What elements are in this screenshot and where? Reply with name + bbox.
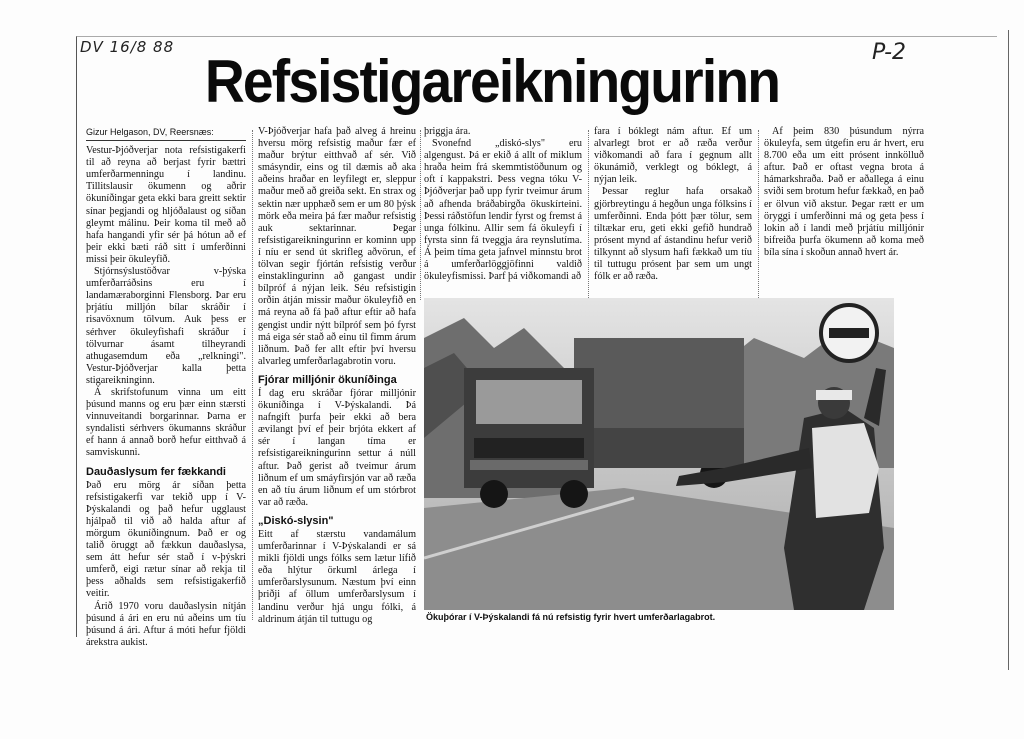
paragraph: Árið 1970 voru dauðaslysin nítján þúsund á ári en eru nú aðeins um tíu þúsund á ári. Aftur á móti hefur fjöldi árekstra aukist. bbox=[86, 600, 246, 648]
column-divider bbox=[420, 130, 422, 300]
handwritten-page-note: P-2 bbox=[872, 40, 906, 65]
column-divider bbox=[252, 130, 254, 620]
photo-caption: Ökuþórar í V-Þýskalandi fá nú refsistig fyrir hvert umferðarlagabrot. bbox=[426, 612, 716, 622]
article-column-5 bbox=[764, 126, 924, 259]
paragraph: V-Þjóðverjar hafa það alveg á hreinu hversu mörg refsistig maður fær ef maður brýtur eitthvað af sér. Við smásyndir, eins og til dæmis að aka aðeins hraðar en leyfilegt er, sleppur maður með að greiða sekt. En strax og sektin nær upphæð sem er um 80 þýsk mörk eða meira þá fær maður refsistig auk sektarinnar. Þegar refsistigareikningurinn er kominn upp í níu er send út skrifleg aðvörun, ef tölvan segir fjórtán refsistig verður einstaklingurinn að gangast undir bílpróf á nýjan leik. Séu refsistigin orðin átján missir maður ökuleyfið en má reyna að fá það aftur eftir að hafa gengist undir nýtt bílpróf sem þó fyrst má eiga sér stað að einu til fimm árum liðnum. Það fer allt eftir því hversu alvarleg umferðarlagabrotin voru. bbox=[258, 126, 416, 367]
article-column-2 bbox=[258, 126, 416, 626]
byline: Gizur Helgason, DV, Reersnæs: bbox=[86, 126, 246, 141]
paragraph: þriggja ára. bbox=[424, 126, 471, 137]
column-divider bbox=[588, 130, 590, 300]
paragraph: Vestur-Þjóðverjar nota refsistigakerfi til að reyna að berjast fyrir bættri umferðarmenningu í landinu. Tillitslausir ökumenn og aðrir ökuníðingar geta ekki bara greitt sektir sínar þegjandi og hljóðalaust og síðan gleymt málinu. Þeir koma til með að hafa hangandi yfir sér þá hótun að ef þeir ekki bæti ráð sitt í umferðinni missi þeir ökuleyfið. bbox=[86, 145, 246, 265]
handwritten-date-note: DV 16/8 88 bbox=[80, 38, 175, 56]
paragraph: Þessar reglur hafa orsakað gjörbreytingu á hegðun unga fólksins í umferðinni. Enda þótt þær tölur, sem tiltækar eru, geti ekki gefið hundrað prósent mynd af ástandinu hefur verið tilkynnt að slysum hafi fækkað um tíu til tuttugu prósent þar sem um ungt fólk er að ræða. bbox=[594, 186, 752, 283]
paragraph: Stjórnsýslustöðvar v-þýska umferðarráðsins eru í landamæraborginni Flensborg. Þar eru þrjátíu milljón bílar skráðir í risavöxnum tölvum. Auk þess er sérhver ökuleyfishafi skráður í tölvurnar ásamt tilheyrandi athugasemdum eða „relkningi". Vestur-Þjóðverjar kalla þetta stigareikninginn. bbox=[86, 266, 246, 386]
paragraph: Af þeim 830 þúsundum nýrra ökuleyfa, sem útgefin eru ár hvert, eru 8.700 eða um eitt prósent innkölluð aftur. Það er oftast vegna brota á hámarkshraða. Það er aðallega á einu sviði sem brotum hefur fækkað, en það er ölvun við akstur. Þegar rætt er um öryggi í umferðinni má og geta þess í lokin að í landi með þrjátíu milljónir bifreiða þurfa ökumenn að koma með bíla sína í skoðun annað hvert ár. bbox=[764, 126, 924, 258]
paragraph: Það eru mörg ár síðan þetta refsistigakerfi var tekið upp í V-Þýskalandi og það hefur ugglaust hjálpað til við að halda aftur af mörgum ökuníðingnum. Það er og talið öruggt að fækkun dauðaslysa, sem átt hefur sér stað í v-þýskri umferð, eigi rætur sínar að rekja til þess aðhalds sem refsistigakerfið veitir. bbox=[86, 479, 246, 600]
photo-truck-police-icon bbox=[424, 298, 894, 610]
subheading: Dauðaslysum fer fækkandi bbox=[86, 465, 226, 478]
paragraph: Á skrifstofunum vinna um eitt þúsund manns og eru þær einn stærsti vinnuveitandi borgarinnar. Þarna er syndalisti sérhvers ökumanns skráður ef hann á annað borð hefur eitthvað á samviskunni. bbox=[86, 386, 246, 459]
subheading: Fjórar milljónir ökuníðinga bbox=[258, 373, 397, 386]
paragraph: Eitt af stærstu vandamálum umferðarinnar í V-Þýskalandi er sá mikli fjöldi ungs fólks sem lætur lífið eða hlýtur örkuml árlega í umferðarslysunum. Næstum því einn þriðji af öllum umferðarslysum í landinu verður hjá ungu fólki, á aldrinum átján til tuttugu og bbox=[258, 529, 416, 625]
paragraph: Svonefnd „diskó-slys" eru algengust. Þá er ekið á allt of miklum hraða heim frá skemmtistöðunum og oft í kappakstri. Þess vegna tóku V-Þjóðverjar það upp fyrir tveimur árum að afhenda bráðabirgða ökuskírteini. Þessi ráðstöfun lendir fyrst og fremst á unga fólkinu. Allir sem fá ökuleyfi í fyrsta sinn fá tveggja ára reynslutíma. Á þeim tíma geta jafnvel minnstu brot á umferðarlöggjöfinni valdið ökuleyfismissi. Þarf þá viðkomandi að bbox=[424, 138, 582, 283]
article-column-3 bbox=[424, 126, 582, 283]
article-photo bbox=[424, 298, 894, 610]
paragraph: Í dag eru skráðar fjórar milljónir ökuníðinga í V-Þýskalandi. Þá nafngift þurfa þeir ekki að bera ævilangt því ef þeir brjóta ekkert af sér í langan tíma er refsistigareikningurinn settur á núll aftur. Það gerist að tveimur árum liðnum ef um smáyfirsjón var að ræða en að tíu árum liðnum ef um stórbrot var að ræða. bbox=[258, 387, 416, 508]
column-divider bbox=[758, 130, 760, 300]
article-column-4 bbox=[594, 126, 752, 283]
article-column-1 bbox=[86, 126, 246, 649]
subheading: „Diskó-slysin" bbox=[258, 514, 334, 527]
page-edge-line bbox=[1008, 30, 1009, 670]
article-headline: Refsistigareikningurinn bbox=[204, 48, 780, 115]
paragraph: fara í bóklegt nám aftur. Ef um alvarlegt brot er að ræða verður viðkomandi að fara í gegnum allt ökunámið, verklegt og bóklegt, á nýjan leik. bbox=[594, 126, 752, 186]
